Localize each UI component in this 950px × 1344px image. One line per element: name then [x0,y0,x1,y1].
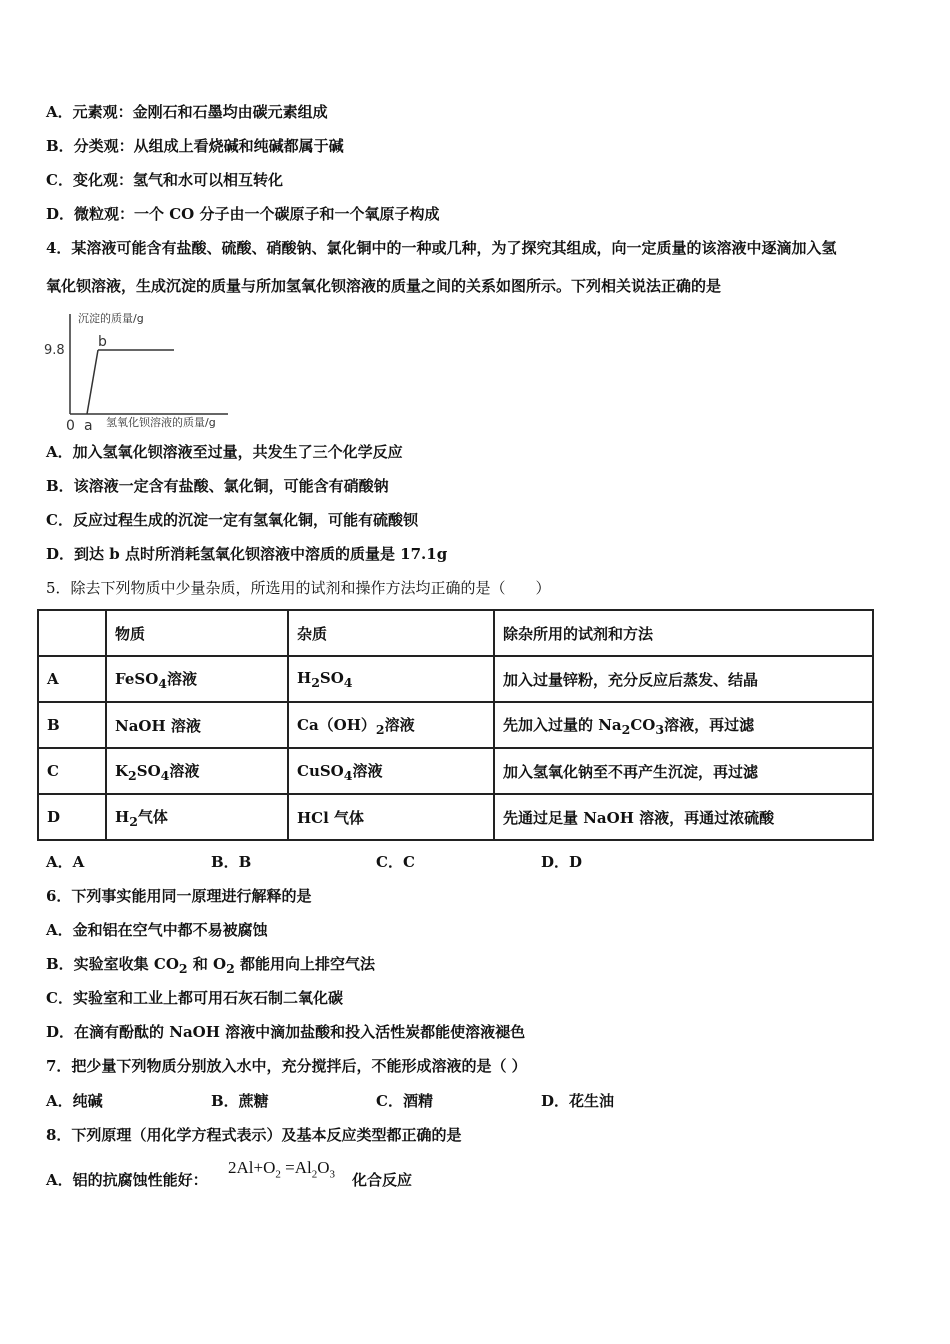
q6-option-a: A．金和铝在空气中都不易被腐蚀 [46,921,268,939]
y-axis-label: 沉淀的质量/g [78,312,144,325]
table-header-row [38,610,873,656]
cell-impurity: $H_2SO_4$ [288,656,494,702]
q4-option-b: B．该溶液一定含有盐酸、氯化铜，可能含有硝酸钠 [46,477,389,495]
q8-equation: $2Al+O_2 =Al_2O_3$ [228,1158,335,1181]
cell-substance: $K_2SO_4$溶液 [106,748,288,794]
q5-answer-b: B．B [211,853,252,871]
y-tick-label: 9.8 [44,343,65,358]
cell-substance: FeSO$_4$溶液 [106,656,288,702]
header-cell: 物质 [106,610,288,656]
cell-method: 先加入过量的 $Na_2CO_3$溶液，再过滤 [494,702,873,748]
cell-substance: $H_2$气体 [106,794,288,840]
q7-option-c: C．酒精 [376,1092,433,1110]
q8-option-a-suffix: 化合反应 [352,1171,413,1189]
row-label: D [38,794,106,840]
row-label: C [38,748,106,794]
series-rising-segment [87,350,98,414]
cell-method: 先通过足量 NaOH 溶液，再通过浓硫酸 [494,794,873,840]
header-cell: 杂质 [288,610,494,656]
q4-stem-line1: 4．某溶液可能含有盐酸、硫酸、硝酸钠、氯化铜中的一种或几种，为了探究其组成，向一定质量的该溶液中逐滴加入氢 [46,239,837,257]
q7-option-d: D．花生油 [541,1092,615,1110]
q5-stem: 5．除去下列物质中少量杂质，所选用的试剂和操作方法均正确的是（ ） [46,579,551,597]
cell-impurity: HCl 气体 [288,794,494,840]
header-cell: 除杂所用的试剂和方法 [494,610,873,656]
q7-option-b: B．蔗糖 [211,1092,269,1110]
table-row [38,794,873,840]
q4-chart-svg [40,306,240,434]
q4-option-a: A．加入氢氧化钡溶液至过量，共发生了三个化学反应 [46,443,403,461]
cell-method: 加入氢氧化钠至不再产生沉淀，再过滤 [494,748,873,794]
q5-answer-c: C．C [376,853,415,871]
table-row [38,748,873,794]
q4-chart [40,306,240,434]
origin-label: 0 [66,418,75,434]
q8-stem: 8．下列原理（用化学方程式表示）及基本反应类型都正确的是 [46,1126,462,1144]
point-b-label: b [98,334,107,350]
q6-option-d: D．在滴有酚酞的 NaOH 溶液中滴加盐酸和投入活性炭都能使溶液褪色 [46,1023,526,1041]
table-row [38,702,873,748]
q8-option-a-prefix: A．铝的抗腐蚀性能好： [46,1171,208,1189]
x-axis-label: 氢氧化钡溶液的质量/g [106,416,216,429]
cell-impurity: CuSO$_4$溶液 [288,748,494,794]
cell-impurity: $Ca(OH)_2$溶液 [288,702,494,748]
q3-option-c: C．变化观：氢气和水可以相互转化 [46,171,283,189]
row-label: B [38,702,106,748]
q4-option-d: D．到达 b 点时所消耗氢氧化钡溶液中溶质的质量是 17.1g [46,545,448,563]
point-a-label: a [84,418,93,434]
q7-option-a: A．纯碱 [46,1092,103,1110]
table-row [38,656,873,702]
q3-option-a: A．元素观：金刚石和石墨均由碳元素组成 [46,103,328,121]
q6-stem: 6．下列事实能用同一原理进行解释的是 [46,887,312,905]
cell-method: 加入过量锌粉，充分反应后蒸发、结晶 [494,656,873,702]
cell-substance: NaOH 溶液 [106,702,288,748]
q4-option-c: C．反应过程生成的沉淀一定有氢氧化铜，可能有硫酸钡 [46,511,418,529]
row-label: A [38,656,106,702]
q3-option-b: B．分类观：从组成上看烧碱和纯碱都属于碱 [46,137,344,155]
q6-option-b: B．实验室收集 $CO_2$ 和 $O_2$ 都能用向上排空气法 [46,955,376,976]
q7-stem: 7．把少量下列物质分别放入水中，充分搅拌后，不能形成溶液的是（ ） [46,1057,527,1075]
header-cell [38,610,106,656]
q4-stem-line2: 氧化钡溶液，生成沉淀的质量与所加氢氧化钡溶液的质量之间的关系如图所示。下列相关说法正确的是 [46,277,722,295]
q5-answer-d: D．D [541,853,583,871]
q3-option-d: D．微粒观：一个 CO 分子由一个碳原子和一个氧原子构成 [46,205,440,223]
q6-option-c: C．实验室和工业上都可用石灰石制二氧化碳 [46,989,343,1007]
q5-answer-a: A．A [46,853,85,871]
q5-table [37,609,874,841]
